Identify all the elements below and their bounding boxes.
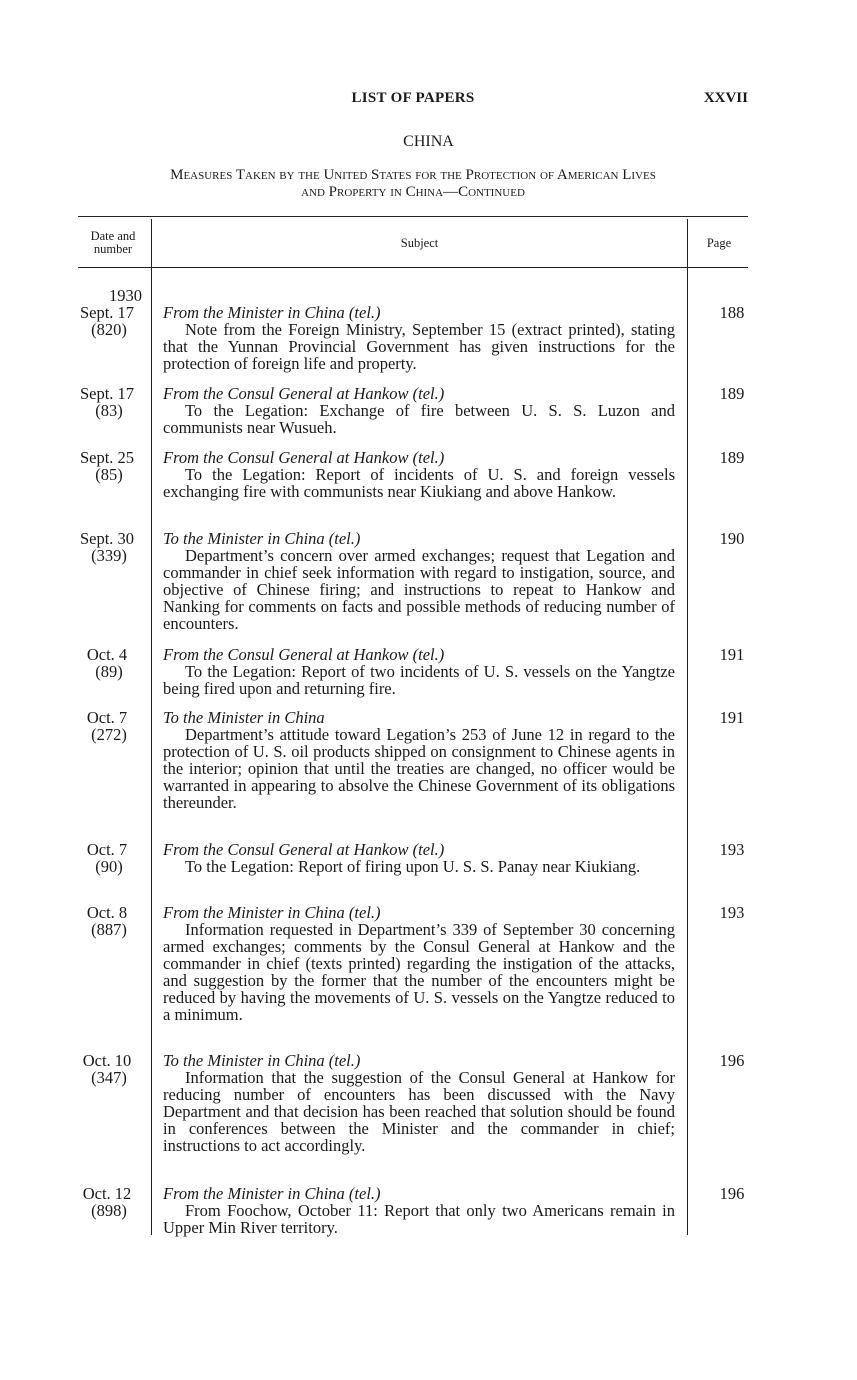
entry-number: (898) — [91, 1201, 127, 1220]
entry-date-text: Oct. 7 — [86, 708, 128, 727]
entry-page: 193 — [719, 840, 745, 859]
entry-correspondent: From the Consul General at Hankow (tel.) — [163, 384, 445, 403]
entry-subject — [163, 841, 675, 875]
entry-subject — [163, 904, 675, 1023]
entry-date — [72, 449, 142, 483]
page-number: XXVII — [703, 90, 748, 106]
entry-correspondent: To the Minister in China (tel.) — [163, 529, 361, 548]
entry-page: 196 — [719, 1184, 745, 1203]
entry-number: (90) — [95, 857, 123, 876]
entry-page: 193 — [719, 903, 745, 922]
entry-correspondent: From the Consul General at Hankow (tel.) — [163, 840, 445, 859]
column-header-date-line-2: number — [93, 242, 133, 256]
section-title: CHINA — [403, 133, 454, 150]
entry-subject — [163, 646, 675, 697]
entry-summary: To the Legation: Report of two incidents of U. S. vessels on the Yangtze being fired upon and returning fire. — [163, 662, 675, 698]
table-top-rule — [78, 216, 748, 217]
entry-date — [72, 385, 142, 419]
entry-date — [72, 904, 142, 938]
column-header-date — [78, 230, 148, 256]
entry-summary: Note from the Foreign Ministry, September 15 (extract printed), stating that the Yunnan Provincial Government has given instructions for the protection of foreign life and property. — [163, 320, 675, 373]
entry-correspondent: From the Minister in China (tel.) — [163, 903, 381, 922]
entry-page: 189 — [719, 384, 745, 403]
entry-date — [72, 646, 142, 680]
entry-date-text: Oct. 8 — [86, 903, 128, 922]
entry-summary: Department’s attitude toward Legation’s 253 of June 12 in regard to the protection of U. S. oil products shipped on consignment to Chinese agents in the interior; opinion that until the treaties are changed, no officer would be warranted in appearing to absolve the Chinese Government of its obligations thereunder. — [163, 725, 675, 812]
entry-correspondent: From the Minister in China (tel.) — [163, 1184, 381, 1203]
entry-date-text: Sept. 17 — [79, 303, 135, 322]
entry-date-text: Oct. 10 — [82, 1051, 132, 1070]
year-label: 1930 — [109, 286, 142, 305]
entry-number: (339) — [91, 546, 127, 565]
column-header-subject: Subject — [400, 236, 439, 250]
entry-summary: Information requested in Department’s 339 of September 30 concerning armed exchanges; comments by the Consul General at Hankow and the commander in chief (texts printed) regarding the instigation of the attacks, and suggestion by the former that the number of the encounters might be reduced by having the movements of U. S. vessels on the Yangtze reduced to a minimum. — [163, 920, 675, 1024]
entry-summary: From Foochow, October 11: Report that only two Americans remain in Upper Min River territory. — [163, 1201, 675, 1237]
entry-date-text: Sept. 17 — [79, 384, 135, 403]
entry-page: 196 — [719, 1051, 745, 1070]
entry-summary: Department’s concern over armed exchanges; request that Legation and commander in chief seek information with regard to instigation, source, and objective of Chinese firing; and instructions to repeat to Hankow and Nanking for comments on facts and possible methods of reducing number of encounters. — [163, 546, 675, 633]
entry-date — [72, 1052, 142, 1086]
entry-summary: To the Legation: Report of incidents of U. S. and foreign vessels exchanging fire with communists near Kiukiang and above Hankow. — [163, 465, 675, 501]
entry-page: 188 — [719, 303, 745, 322]
entry-subject — [163, 709, 675, 811]
entry-number: (89) — [95, 662, 123, 681]
entry-subject — [163, 304, 675, 372]
entry-subject — [163, 385, 675, 436]
entry-page: 189 — [719, 448, 745, 467]
entry-number: (347) — [91, 1068, 127, 1087]
running-head-title: LIST OF PAPERS — [351, 90, 475, 106]
entry-page: 190 — [719, 529, 745, 548]
table-caption-line-1: Measures Taken by the United States for the Protection of American Lives — [170, 167, 656, 183]
entry-number: (272) — [91, 725, 127, 744]
entry-page: 191 — [719, 708, 745, 727]
column-header-page: Page — [706, 236, 732, 250]
entry-subject — [163, 530, 675, 632]
entry-subject — [163, 1052, 675, 1154]
entry-subject — [163, 449, 675, 500]
entry-number: (887) — [91, 920, 127, 939]
entry-date-text: Oct. 12 — [82, 1184, 132, 1203]
entry-correspondent: From the Consul General at Hankow (tel.) — [163, 645, 445, 664]
header-bottom-rule — [78, 267, 748, 268]
entry-number: (83) — [95, 401, 123, 420]
entry-correspondent: From the Minister in China (tel.) — [163, 303, 381, 322]
column-divider-page — [687, 219, 688, 1235]
entry-correspondent: From the Consul General at Hankow (tel.) — [163, 448, 445, 467]
entry-correspondent: To the Minister in China (tel.) — [163, 1051, 361, 1070]
entry-number: (85) — [95, 465, 123, 484]
entry-date-text: Oct. 4 — [86, 645, 128, 664]
entry-date — [72, 841, 142, 875]
entry-date — [72, 1185, 142, 1219]
entry-summary: To the Legation: Report of firing upon U. S. S. Panay near Kiukiang. — [185, 857, 641, 876]
entry-subject — [163, 1185, 675, 1236]
entry-date — [72, 304, 142, 338]
column-header-date-line-1: Date and — [90, 229, 136, 243]
entry-page: 191 — [719, 645, 745, 664]
running-head — [78, 90, 748, 110]
table-caption-line-2: and Property in China—Continued — [301, 184, 525, 200]
entry-date — [72, 709, 142, 743]
entry-correspondent: To the Minister in China — [163, 708, 325, 727]
entry-date-text: Sept. 25 — [79, 448, 135, 467]
entry-date — [72, 530, 142, 564]
entry-date-text: Sept. 30 — [79, 529, 135, 548]
column-divider-date — [151, 219, 152, 1235]
entry-number: (820) — [91, 320, 127, 339]
entry-summary: To the Legation: Exchange of fire between U. S. S. Luzon and communists near Wusueh. — [163, 401, 675, 437]
entry-date-text: Oct. 7 — [86, 840, 128, 859]
entry-summary: Information that the suggestion of the Consul General at Hankow for reducing number of encounters has been discussed with the Navy Department and that decision has been reached that solution should be found in conferences between the Minister and the commander in chief; instructions to act accordingly. — [163, 1068, 675, 1155]
table-caption — [78, 167, 748, 201]
